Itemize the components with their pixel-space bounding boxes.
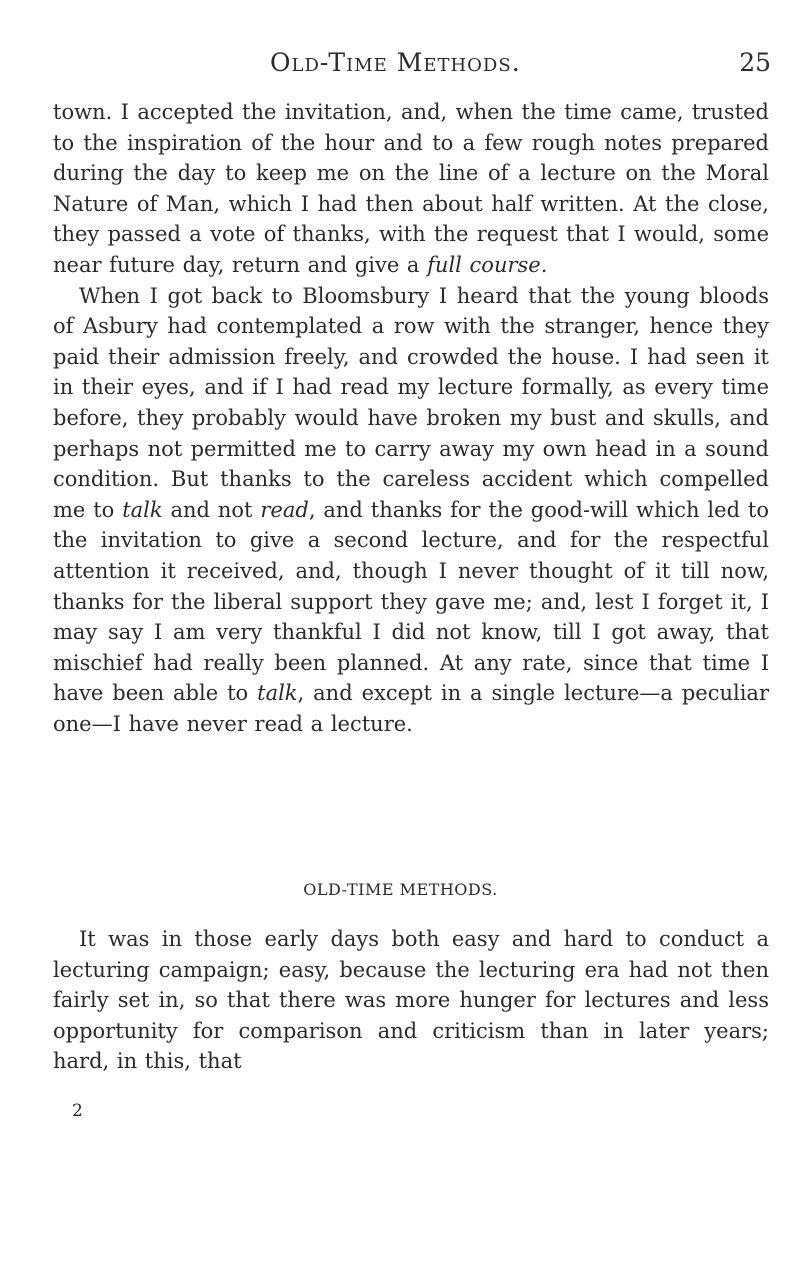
- emphasis-talk-1: talk: [122, 497, 163, 522]
- paragraph-2-text-d: , and except in a single lecture—a peculiar one—I have never read a lecture.: [53, 681, 769, 736]
- signature-mark: 2: [72, 1101, 83, 1121]
- paragraph-2-text-c: , and thanks for the good-will which led to the invitation to give a second lecture, and for the respectful attention it received, and, though I never thought of it till now, thanks for the liberal support they gave me; and, lest I forget it, I may say I am very thankful I did not know, till I got away, that mischief had really been planned. At any rate, since that time I have been able to: [53, 497, 769, 706]
- emphasis-full-course: full course.: [427, 252, 548, 277]
- page-number: 25: [739, 48, 771, 77]
- emphasis-talk-2: talk: [257, 681, 298, 706]
- paragraph-1-text: town. I accepted the invitation, and, when the time came, trusted to the inspiration of the hour and to a few rough notes prepared during the day to keep me on the line of a lecture on the Moral Nature of Man, which I had then about half written. At the close, they passed a vote of thanks, with the request that I would, some near future day, return and give a: [53, 100, 769, 277]
- paragraph-3: It was in those early days both easy and hard to conduct a lecturing campaign; easy, because the lecturing era had not then fairly set in, so that there was more hunger for lectures and less opportunity for comparison and criticism than in later years; hard, in this, that: [53, 927, 769, 1074]
- body-text-continued: [53, 924, 769, 1077]
- paragraph-2: [53, 281, 769, 740]
- section-heading: OLD-TIME METHODS.: [303, 880, 498, 899]
- paragraph-2-text-b: and not: [162, 497, 261, 522]
- paragraph-1: [53, 97, 769, 281]
- running-head: Old-Time Methods.: [270, 48, 521, 77]
- body-text: [53, 97, 769, 739]
- paragraph-2-text-a: When I got back to Bloomsbury I heard that the young bloods of Asbury had contemplated a row with the stranger, hence they paid their admission freely, and crowded the house. I had seen it in their eyes, and if I had read my lecture formally, as every time before, they probably would have broken my bust and skulls, and perhaps not permitted me to carry away my own head in a sound condition. But thanks to the careless accident which compelled me to: [53, 283, 769, 522]
- emphasis-read: read: [260, 497, 309, 522]
